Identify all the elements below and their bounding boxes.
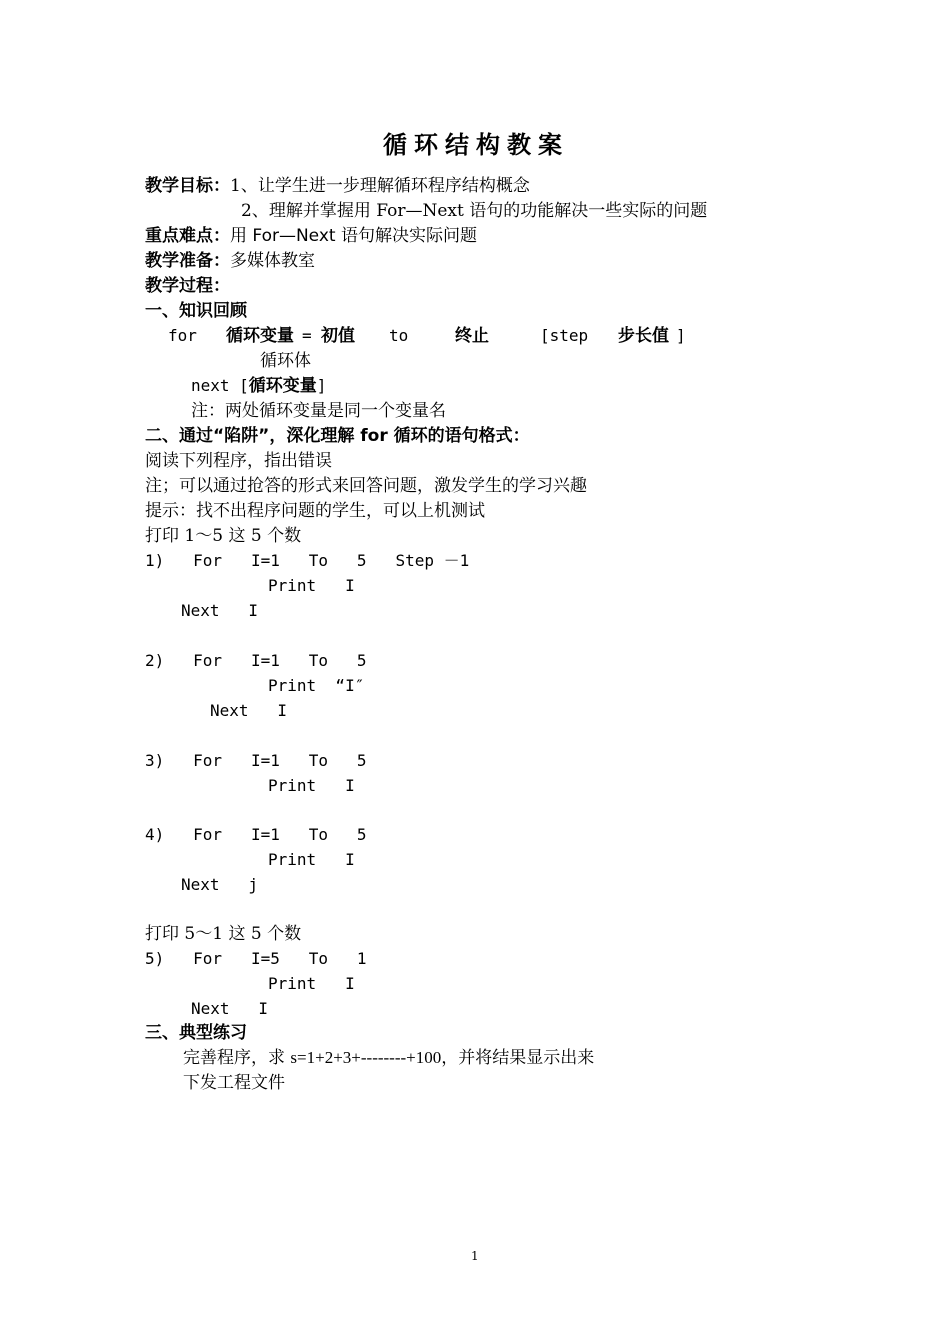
exercise-line-1	[183, 1047, 594, 1069]
syntax-step-open: [step	[540, 326, 589, 345]
program-5-line-3: Next I	[191, 999, 269, 1018]
key-label: 重点难点：	[145, 226, 230, 246]
syntax-step-close: ]	[676, 326, 686, 345]
program-4-line-3: Next j	[181, 875, 259, 894]
exercise-line-2: 下发工程文件	[183, 1073, 285, 1093]
prep-label: 教学准备：	[145, 251, 230, 271]
syntax-init: 初值	[321, 326, 355, 346]
program-5-line-1: 5) For I=5 To 1	[145, 949, 367, 968]
s2-heading-post: 循环的语句格式：	[387, 426, 530, 446]
process-label: 教学过程：	[145, 276, 230, 296]
syntax-for: for	[168, 326, 197, 345]
section-2-heading	[145, 425, 530, 447]
program-3-line-2: Print I	[268, 776, 355, 795]
section-1-heading: 一、知识回顾	[145, 301, 247, 321]
teaching-goal	[145, 175, 530, 197]
syntax-eq: =	[302, 326, 312, 345]
syntax-end: 终止	[455, 326, 489, 346]
next-keyword: next [	[191, 376, 249, 395]
program-1-line-3: Next I	[181, 601, 259, 620]
s2-note: 注；可以通过抢答的形式来回答问题，激发学生的学习兴趣	[145, 476, 587, 496]
program-2-line-3: Next I	[210, 701, 288, 720]
key-pre: 用	[230, 226, 253, 246]
key-code: For—Next	[252, 226, 336, 246]
program-3-line-1: 3) For I=1 To 5	[145, 751, 367, 770]
program-2-line-2: Print “I″	[268, 676, 365, 695]
program-2-line-1: 2) For I=1 To 5	[145, 651, 367, 670]
next-loop-var: 循环变量	[248, 376, 317, 396]
s2-instruction: 阅读下列程序，指出错误	[145, 451, 332, 471]
syntax-body: 循环体	[260, 351, 311, 371]
syntax-loop-var: 循环变量	[226, 326, 294, 346]
goal-item-1: 1、让学生进一步理解循环程序结构概念	[230, 176, 530, 196]
exercise-post: ，并将结果显示出来	[441, 1048, 595, 1068]
s2-task-5-1: 打印 5～1 这 5 个数	[145, 924, 302, 944]
s2-task-1-5: 打印 1～5 这 5 个数	[145, 526, 302, 546]
goal-item-2: 2、理解并掌握用 For—Next 语句的功能解决一些实际的问题	[241, 201, 708, 221]
goal-label: 教学目标：	[145, 176, 230, 196]
program-5-line-2: Print I	[268, 974, 355, 993]
exercise-formula: s=1+2+3+--------+100	[290, 1048, 442, 1067]
syntax-to: to	[389, 326, 409, 345]
syntax-note: 注：两处循环变量是同一个变量名	[191, 401, 446, 421]
s2-hint: 提示：找不出程序问题的学生，可以上机测试	[145, 501, 485, 521]
section-3-heading: 三、典型练习	[145, 1023, 247, 1043]
s2-heading-kw: for	[360, 426, 388, 446]
syntax-next	[191, 375, 326, 397]
program-1-line-1: 1) For I=1 To 5 Step －1	[145, 551, 470, 570]
teaching-prep	[145, 250, 315, 272]
page-title: 循环结构教案	[383, 131, 569, 159]
program-4-line-2: Print I	[268, 850, 355, 869]
program-4-line-1: 4) For I=1 To 5	[145, 825, 367, 844]
exercise-pre: 完善程序，求	[183, 1048, 291, 1068]
page-number: 1	[471, 1249, 479, 1263]
key-points	[145, 225, 477, 247]
program-1-line-2: Print I	[268, 576, 355, 595]
syntax-step-value: 步长值	[618, 326, 669, 346]
prep-value: 多媒体教室	[230, 251, 315, 271]
key-post: 语句解决实际问题	[335, 226, 477, 246]
next-close: ]	[316, 376, 327, 395]
s2-heading-pre: 二、通过“陷阱”，深化理解	[145, 426, 361, 446]
